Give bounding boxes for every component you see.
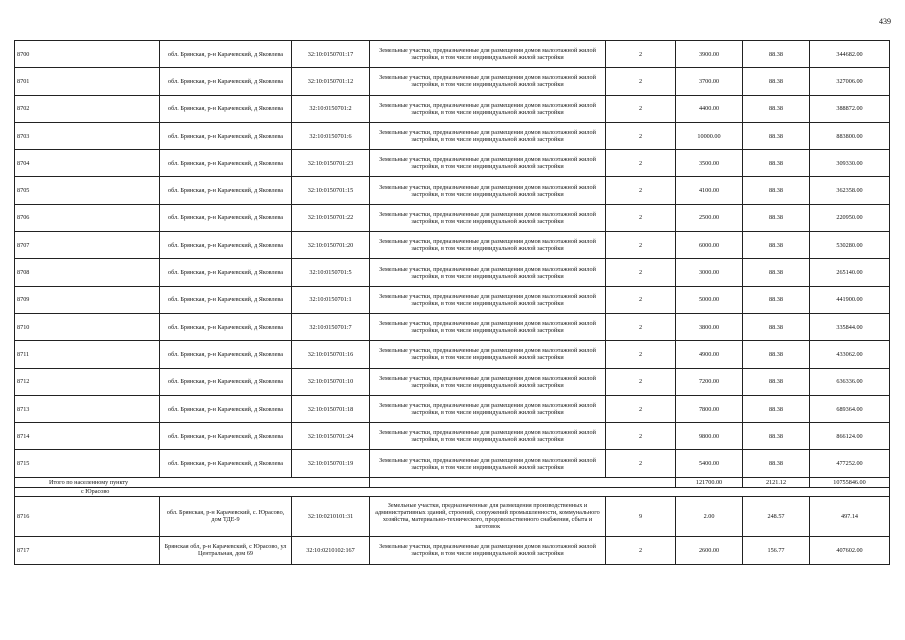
table-row [15,204,890,231]
group-cell: 2 [606,68,676,95]
group-cell: 2 [606,395,676,422]
table-body [15,41,890,565]
group-cell: 2 [606,286,676,313]
area-cell: 4400.00 [676,95,743,122]
land-registry-table [14,40,890,565]
land-use-cell: Земельные участки, предназначенные для размещения домов малоэтажной жилой застройки, в том числе индивидуальной жилой застройки [370,286,606,313]
group-cell: 2 [606,313,676,340]
cadastral-number-cell: 32:10:0150701:18 [292,395,370,422]
cadastral-number-cell: 32:10:0210102:167 [292,536,370,564]
table-row [15,536,890,564]
land-use-cell: Земельные участки, предназначенные для размещения домов малоэтажной жилой застройки, в том числе индивидуальной жилой застройки [370,122,606,149]
area-cell: 3900.00 [676,41,743,68]
row-number-cell: 8713 [15,395,160,422]
total-area: 121700.00 [676,477,743,487]
row-number-cell: 8700 [15,41,160,68]
cadastral-value-cell: 636336.00 [810,368,890,395]
address-cell: обл. Брянская, р-н Карачевский, д Яковлева [160,341,292,368]
cadastral-value-cell: 362358.00 [810,177,890,204]
rate-cell: 88.38 [743,204,810,231]
table-row [15,95,890,122]
section-row [15,487,890,496]
area-cell: 2600.00 [676,536,743,564]
cadastral-value-cell: 866124.00 [810,423,890,450]
group-cell: 2 [606,204,676,231]
table-row [15,122,890,149]
row-number-cell: 8707 [15,232,160,259]
rate-cell: 88.38 [743,395,810,422]
land-use-cell: Земельные участки, предназначенные для размещения домов малоэтажной жилой застройки, в том числе индивидуальной жилой застройки [370,423,606,450]
table-row [15,150,890,177]
land-use-cell: Земельные участки, предназначенные для размещения домов малоэтажной жилой застройки, в том числе индивидуальной жилой застройки [370,450,606,477]
group-cell: 2 [606,536,676,564]
rate-cell: 88.38 [743,423,810,450]
address-cell: обл. Брянская, р-н Карачевский, д Яковлева [160,204,292,231]
cadastral-number-cell: 32:10:0150701:20 [292,232,370,259]
cadastral-value-cell: 388872.00 [810,95,890,122]
group-cell: 2 [606,423,676,450]
land-use-cell: Земельные участки, предназначенные для размещения домов малоэтажной жилой застройки, в том числе индивидуальной жилой застройки [370,204,606,231]
row-number-cell: 8706 [15,204,160,231]
land-use-cell: Земельные участки, предназначенные для размещения домов малоэтажной жилой застройки, в том числе индивидуальной жилой застройки [370,368,606,395]
rate-cell: 88.38 [743,286,810,313]
land-use-cell: Земельные участки, предназначенные для размещения домов малоэтажной жилой застройки, в том числе индивидуальной жилой застройки [370,259,606,286]
total-label: Итого по населенному пункту [15,477,370,487]
address-cell: обл. Брянская, р-н Карачевский, д Яковлева [160,395,292,422]
cadastral-number-cell: 32:10:0150701:15 [292,177,370,204]
land-use-cell: Земельные участки, предназначенные для размещения домов малоэтажной жилой застройки, в том числе индивидуальной жилой застройки [370,41,606,68]
cadastral-value-cell: 407602.00 [810,536,890,564]
group-cell: 2 [606,41,676,68]
cadastral-number-cell: 32:10:0150701:1 [292,286,370,313]
table-row [15,395,890,422]
area-cell: 7800.00 [676,395,743,422]
page-number: 439 [879,17,891,26]
land-use-cell: Земельные участки, предназначенные для размещения домов малоэтажной жилой застройки, в том числе индивидуальной жилой застройки [370,177,606,204]
area-cell: 6000.00 [676,232,743,259]
address-cell: обл. Брянская, р-н Карачевский, д Яковлева [160,423,292,450]
address-cell: обл. Брянская, р-н Карачевский, д Яковлева [160,232,292,259]
cadastral-number-cell: 32:10:0150701:2 [292,95,370,122]
cadastral-number-cell: 32:10:0150701:5 [292,259,370,286]
table-row [15,232,890,259]
area-cell: 2.00 [676,496,743,536]
address-cell: обл. Брянская, р-н Карачевский, д Яковлева [160,177,292,204]
cadastral-number-cell: 32:10:0150701:16 [292,341,370,368]
cadastral-number-cell: 32:10:0150701:17 [292,41,370,68]
address-cell: обл. Брянская, р-н Карачевский, д Яковлева [160,313,292,340]
row-number-cell: 8708 [15,259,160,286]
cadastral-value-cell: 441900.00 [810,286,890,313]
rate-cell: 88.38 [743,177,810,204]
cadastral-value-cell: 477252.00 [810,450,890,477]
area-cell: 3700.00 [676,68,743,95]
row-number-cell: 8703 [15,122,160,149]
cadastral-number-cell: 32:10:0150701:12 [292,68,370,95]
cadastral-value-cell: 530280.00 [810,232,890,259]
group-cell: 2 [606,368,676,395]
row-number-cell: 8710 [15,313,160,340]
cadastral-number-cell: 32:10:0150701:7 [292,313,370,340]
address-cell: обл. Брянская, р-н Карачевский, с. Юрасово, дом ТДЕ-9 [160,496,292,536]
group-cell: 2 [606,95,676,122]
table-row [15,423,890,450]
total-rate: 2121.12 [743,477,810,487]
address-cell: обл. Брянская, р-н Карачевский, д Яковлева [160,450,292,477]
area-cell: 2500.00 [676,204,743,231]
area-cell: 4100.00 [676,177,743,204]
address-cell: обл. Брянская, р-н Карачевский, д Яковлева [160,150,292,177]
address-cell: обл. Брянская, р-н Карачевский, д Яковлева [160,122,292,149]
address-cell: обл. Брянская, р-н Карачевский, д Яковлева [160,68,292,95]
rate-cell: 248.57 [743,496,810,536]
row-number-cell: 8702 [15,95,160,122]
rate-cell: 88.38 [743,368,810,395]
area-cell: 3800.00 [676,313,743,340]
area-cell: 5400.00 [676,450,743,477]
total-value: 10755846.00 [810,477,890,487]
group-cell: 2 [606,177,676,204]
rate-cell: 88.38 [743,341,810,368]
group-cell: 2 [606,450,676,477]
rate-cell: 88.38 [743,313,810,340]
area-cell: 7200.00 [676,368,743,395]
cadastral-value-cell: 433062.00 [810,341,890,368]
group-cell: 2 [606,150,676,177]
cadastral-number-cell: 32:10:0150701:10 [292,368,370,395]
cadastral-number-cell: 32:10:0150701:23 [292,150,370,177]
rate-cell: 88.38 [743,68,810,95]
group-cell: 9 [606,496,676,536]
table-row [15,341,890,368]
area-cell: 10000.00 [676,122,743,149]
table-row [15,450,890,477]
row-number-cell: 8704 [15,150,160,177]
group-cell: 2 [606,122,676,149]
land-use-cell: Земельные участки, предназначенные для размещения домов малоэтажной жилой застройки, в том числе индивидуальной жилой застройки [370,150,606,177]
row-number-cell: 8716 [15,496,160,536]
row-number-cell: 8717 [15,536,160,564]
cadastral-value-cell: 689364.00 [810,395,890,422]
land-use-cell: Земельные участки, предназначенные для размещения домов малоэтажной жилой застройки, в том числе индивидуальной жилой застройки [370,341,606,368]
table-row [15,68,890,95]
address-cell: обл. Брянская, р-н Карачевский, д Яковлева [160,259,292,286]
land-use-cell: Земельные участки, предназначенные для размещения домов малоэтажной жилой застройки, в том числе индивидуальной жилой застройки [370,395,606,422]
rate-cell: 88.38 [743,41,810,68]
land-use-cell: Земельные участки, предназначенные для размещения домов малоэтажной жилой застройки, в том числе индивидуальной жилой застройки [370,232,606,259]
rate-cell: 88.38 [743,122,810,149]
total-row [15,477,890,487]
row-number-cell: 8714 [15,423,160,450]
cadastral-value-cell: 309330.00 [810,150,890,177]
group-cell: 2 [606,232,676,259]
cadastral-number-cell: 32:10:0210101:31 [292,496,370,536]
rate-cell: 156.77 [743,536,810,564]
table-row [15,286,890,313]
cadastral-number-cell: 32:10:0150701:19 [292,450,370,477]
land-use-cell: Земельные участки, предназначенные для размещения домов малоэтажной жилой застройки, в том числе индивидуальной жилой застройки [370,313,606,340]
cadastral-number-cell: 32:10:0150701:24 [292,423,370,450]
address-cell: обл. Брянская, р-н Карачевский, д Яковлева [160,95,292,122]
area-cell: 3000.00 [676,259,743,286]
address-cell: обл. Брянская, р-н Карачевский, д Яковлева [160,286,292,313]
cadastral-value-cell: 344682.00 [810,41,890,68]
group-cell: 2 [606,341,676,368]
cadastral-value-cell: 335844.00 [810,313,890,340]
cadastral-value-cell: 883800.00 [810,122,890,149]
rate-cell: 88.38 [743,150,810,177]
row-number-cell: 8709 [15,286,160,313]
cadastral-number-cell: 32:10:0150701:6 [292,122,370,149]
address-cell: Брянская обл, р-н Карачевский, с Юрасово, ул Центральная, дом 69 [160,536,292,564]
table-row [15,368,890,395]
cadastral-value-cell: 327006.00 [810,68,890,95]
land-use-cell: Земельные участки, предназначенные для размещения производственных и административных зданий, строений, сооружений промышленности, коммунального хозяйства, материально-технического, продовольственного снабжения, сбыта и заготовок [370,496,606,536]
cadastral-value-cell: 220950.00 [810,204,890,231]
table-row [15,177,890,204]
row-number-cell: 8701 [15,68,160,95]
area-cell: 9800.00 [676,423,743,450]
row-number-cell: 8705 [15,177,160,204]
total-empty-cell [370,477,676,487]
rate-cell: 88.38 [743,450,810,477]
rate-cell: 88.38 [743,259,810,286]
area-cell: 4900.00 [676,341,743,368]
table-row [15,259,890,286]
table-row [15,41,890,68]
row-number-cell: 8712 [15,368,160,395]
table-row [15,496,890,536]
cadastral-value-cell: 497.14 [810,496,890,536]
land-use-cell: Земельные участки, предназначенные для размещения домов малоэтажной жилой застройки, в том числе индивидуальной жилой застройки [370,68,606,95]
address-cell: обл. Брянская, р-н Карачевский, д Яковлева [160,368,292,395]
table-row [15,313,890,340]
address-cell: обл. Брянская, р-н Карачевский, д Яковлева [160,41,292,68]
cadastral-number-cell: 32:10:0150701:22 [292,204,370,231]
area-cell: 3500.00 [676,150,743,177]
rate-cell: 88.38 [743,232,810,259]
section-label: с Юрасово [15,487,890,496]
rate-cell: 88.38 [743,95,810,122]
row-number-cell: 8711 [15,341,160,368]
land-use-cell: Земельные участки, предназначенные для размещения домов малоэтажной жилой застройки, в том числе индивидуальной жилой застройки [370,95,606,122]
row-number-cell: 8715 [15,450,160,477]
group-cell: 2 [606,259,676,286]
cadastral-value-cell: 265140.00 [810,259,890,286]
area-cell: 5000.00 [676,286,743,313]
land-use-cell: Земельные участки, предназначенные для размещения домов малоэтажной жилой застройки, в том числе индивидуальной жилой застройки [370,536,606,564]
